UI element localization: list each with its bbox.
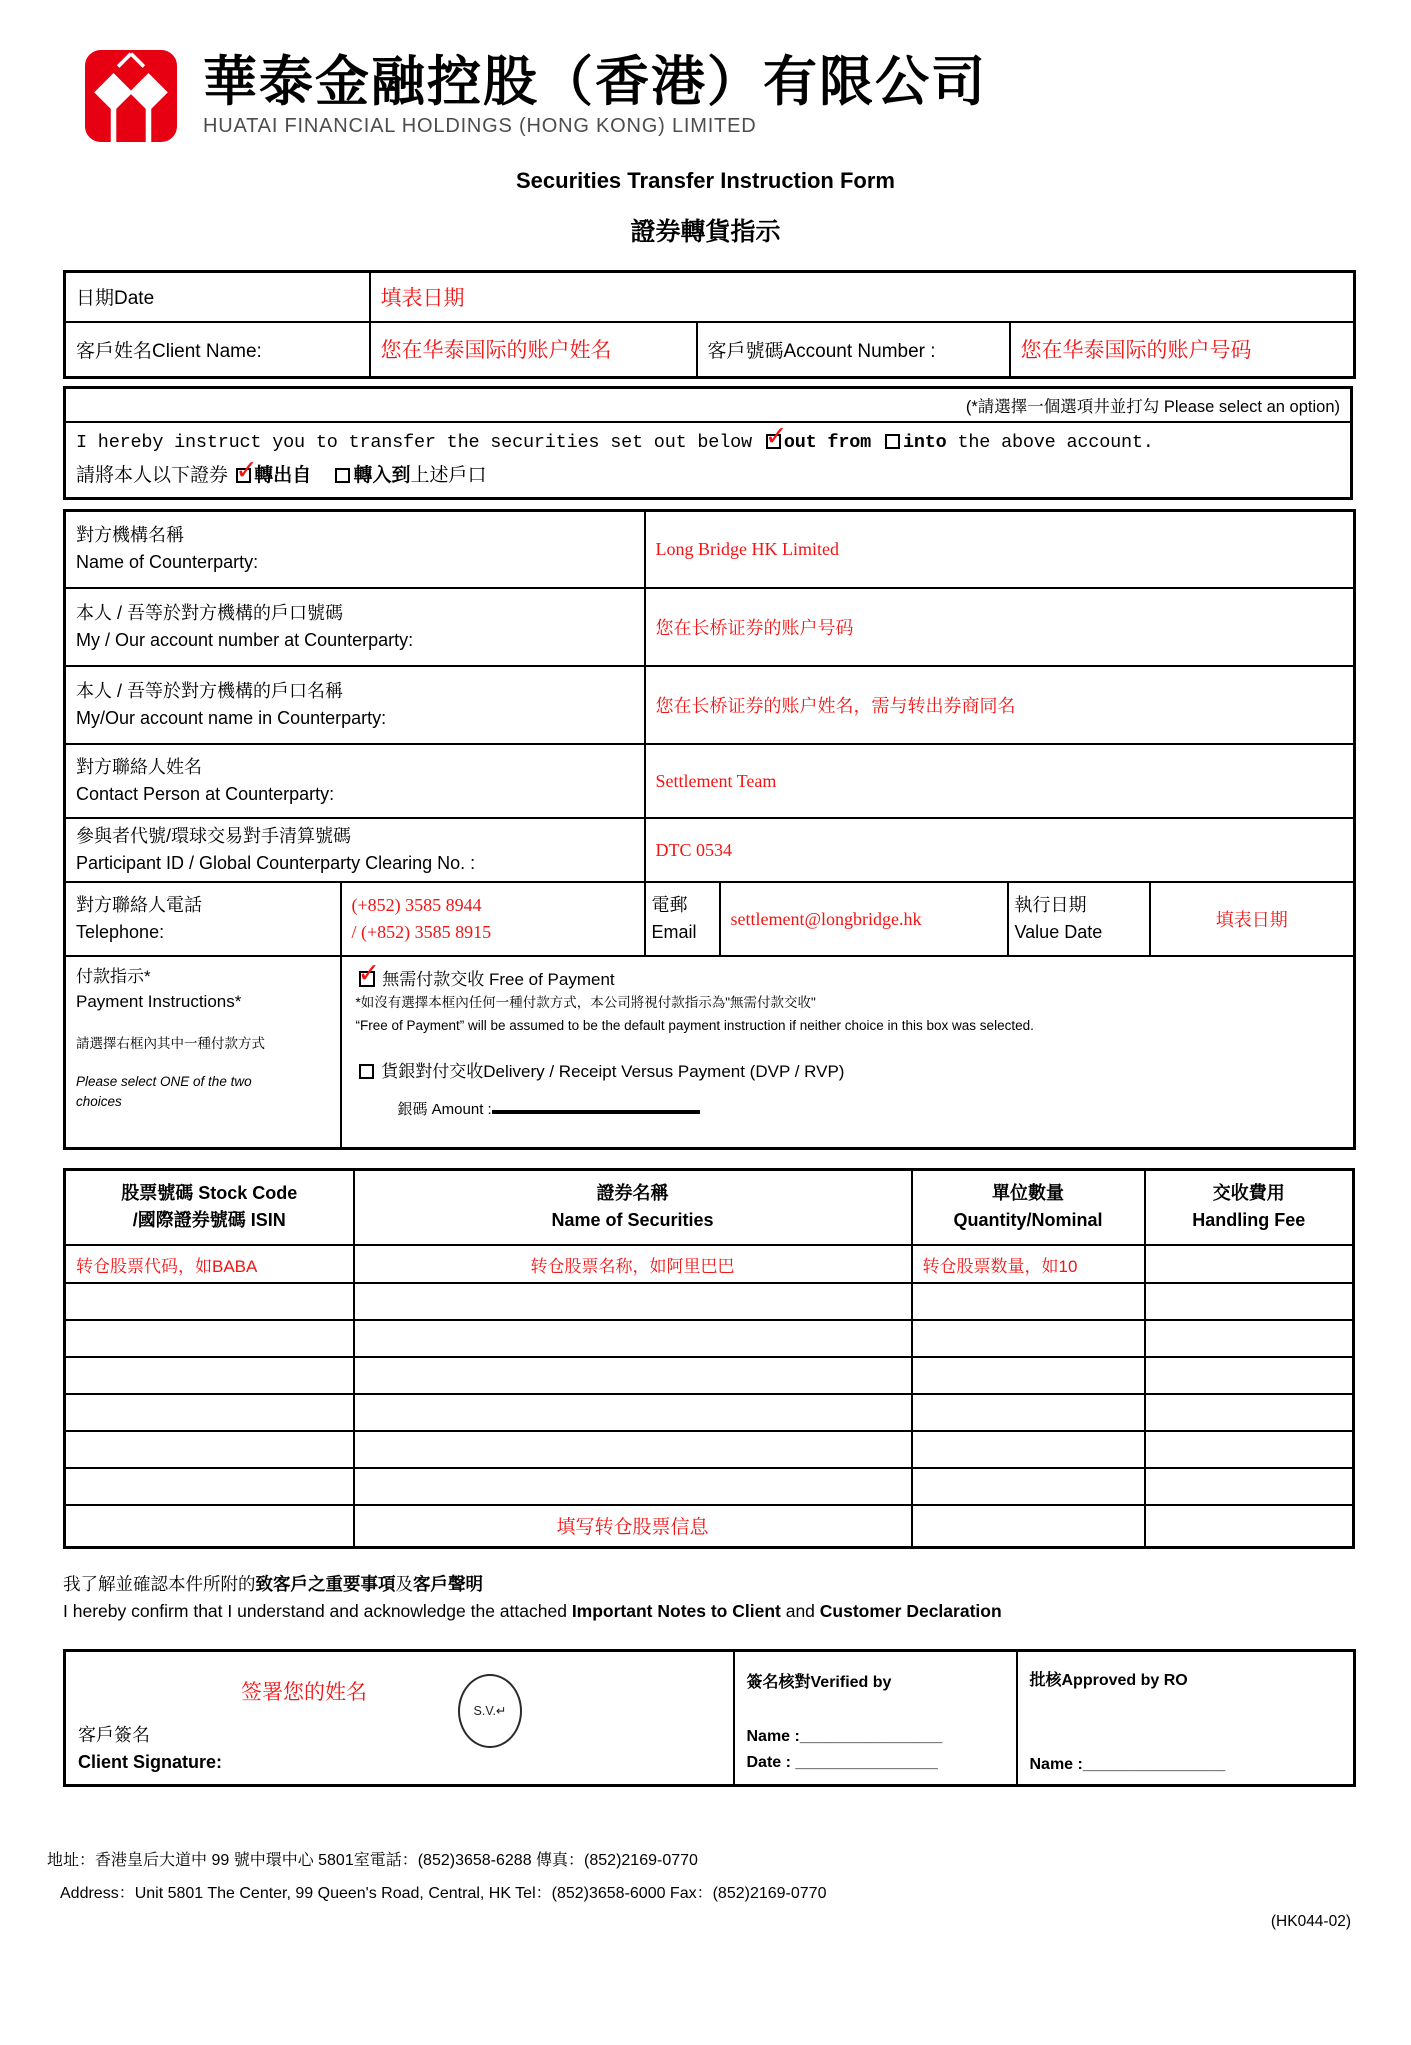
confirm-en-mid: and: [780, 1600, 820, 1621]
stock-empty-cell[interactable]: [354, 1357, 912, 1394]
into-checkbox[interactable]: [885, 434, 900, 449]
value-date-label-zh: 執行日期: [1014, 895, 1087, 915]
form-title-en: Securities Transfer Instruction Form: [516, 168, 895, 193]
client-signature-label-zh: 客戶簽名: [78, 1724, 150, 1745]
account-number-field[interactable]: 您在华泰国际的账户号码: [1010, 322, 1355, 378]
participant-id-field[interactable]: DTC 0534: [645, 818, 1355, 882]
amount-input-line[interactable]: [492, 1102, 700, 1114]
telephone-label-zh: 對方聯絡人電話: [76, 895, 202, 915]
stock-empty-cell[interactable]: [354, 1320, 912, 1357]
payment-label-en: Payment Instructions*: [76, 991, 242, 1011]
dvp-checkbox[interactable]: [359, 1064, 374, 1079]
free-of-payment-checkbox[interactable]: [359, 971, 375, 987]
stock-empty-cell[interactable]: [354, 1431, 912, 1468]
stock-empty-cell[interactable]: [912, 1468, 1145, 1505]
sv-stamp-circle: [458, 1674, 522, 1748]
counterparty-account-number-field[interactable]: 您在长桥证券的账户号码: [645, 588, 1355, 666]
confirm-zh-pre: 我了解並確認本件所附的: [63, 1573, 256, 1594]
approved-by-cell: [1017, 1650, 1355, 1785]
stock-empty-row: [65, 1320, 1354, 1357]
form-title-zh: 證券轉貨指示: [630, 218, 781, 246]
stock-empty-row: [65, 1283, 1354, 1320]
stock-empty-cell[interactable]: [65, 1394, 354, 1431]
stock-empty-cell[interactable]: [354, 1283, 912, 1320]
approved-by-name-field[interactable]: Name :________________: [1029, 1756, 1226, 1774]
email-label-zh: 電郵: [651, 895, 688, 915]
out-from-label: out from: [783, 432, 872, 454]
counterparty-name-label: [65, 510, 645, 588]
payment-choose-note-zh: 請選擇右框內其中一種付款方式: [76, 1036, 265, 1052]
stock-empty-cell[interactable]: [65, 1320, 354, 1357]
huatai-logo-icon: [85, 50, 177, 142]
stock-empty-cell[interactable]: [1145, 1431, 1354, 1468]
free-of-payment-label: 無需付款交收 Free of Payment: [382, 970, 615, 989]
col-header-qty-line1: 單位數量: [992, 1183, 1064, 1204]
contact-person-label-en: Contact Person at Counterparty:: [76, 784, 335, 804]
client-name-label: 客戶姓名Client Name:: [65, 322, 370, 378]
stock-empty-cell[interactable]: [354, 1394, 912, 1431]
col-header-name-line1: 證券名稱: [596, 1183, 669, 1204]
participant-id-label: [65, 818, 645, 882]
signature-hint[interactable]: 签署您的姓名: [241, 1680, 367, 1704]
amount-label: 銀碼 Amount :: [397, 1100, 492, 1118]
stock-empty-cell[interactable]: [1145, 1394, 1354, 1431]
stock-empty-row: [65, 1394, 1354, 1431]
counterparty-account-name-label-zh: 本人 / 吾等於對方機構的戶口名稱: [76, 681, 344, 701]
stock-footer-fee-cell[interactable]: [1145, 1505, 1354, 1547]
confirm-en-important-notes: Important Notes to Client: [571, 1600, 781, 1621]
verified-by-name-field[interactable]: Name :________________: [746, 1728, 943, 1746]
transfer-in-checkbox[interactable]: [335, 468, 350, 483]
confirm-en-pre: I hereby confirm that I understand and acknowledge the attached: [63, 1600, 572, 1621]
form-header: [85, 50, 1411, 142]
transfer-out-label: 轉出自: [254, 465, 312, 487]
counterparty-account-number-label: [65, 588, 645, 666]
out-from-checkbox[interactable]: [766, 434, 781, 449]
instruction-cell: [65, 422, 1352, 498]
brand-name-en: HUATAI FINANCIAL HOLDINGS (HONG KONG) LIMITED: [203, 115, 757, 138]
col-header-qty-line2: Quantity/Nominal: [953, 1210, 1103, 1231]
verified-by-cell: [734, 1650, 1017, 1785]
form-footer: [47, 1847, 1353, 1931]
stock-empty-row: [65, 1357, 1354, 1394]
stock-footer-qty-cell[interactable]: [912, 1505, 1145, 1547]
stock-empty-row: [65, 1468, 1354, 1505]
stock-empty-cell[interactable]: [65, 1468, 354, 1505]
value-date-label: [1008, 882, 1150, 956]
signature-table: [63, 1649, 1356, 1787]
stock-empty-cell[interactable]: [65, 1283, 354, 1320]
payment-note-zh: *如沒有選擇本框內任何一種付款方式，本公司將視付款指示為"無需付款交收": [355, 995, 816, 1010]
brand-name-zh: 華泰金融控股（香港）有限公司: [203, 51, 987, 112]
footer-address-en: Address：Unit 5801 The Center, 99 Queen's Road, Central, HK Tel：(852)3658-6000 Fax：(852)2169-0770: [60, 1884, 827, 1902]
stock-hint-row: [65, 1245, 1354, 1283]
stock-table-header-row: [65, 1169, 1354, 1245]
counterparty-account-name-label-en: My/Our account name in Counterparty:: [76, 708, 387, 728]
instruction-en-pre: I hereby instruct you to transfer the securities set out below: [76, 432, 763, 454]
email-field[interactable]: settlement@longbridge.hk: [720, 882, 1008, 956]
confirmation-line-en: [63, 1598, 1353, 1625]
telephone-field[interactable]: [341, 882, 645, 956]
stock-table-body: [65, 1169, 1354, 1547]
client-signature-label: [78, 1722, 222, 1776]
payment-choose-note-en: Please select ONE of the two choices: [76, 1073, 252, 1110]
counterparty-account-name-field[interactable]: 您在长桥证券的账户姓名，需与转出券商同名: [645, 666, 1355, 744]
instruction-line-zh: [76, 460, 1340, 487]
participant-id-label-zh: 參與者代號/環球交易對手清算號碼: [76, 826, 351, 846]
telephone-label-en: Telephone:: [76, 922, 165, 942]
participant-id-label-en: Participant ID / Global Counterparty Clearing No. :: [76, 853, 476, 873]
stock-empty-cell[interactable]: [1145, 1468, 1354, 1505]
col-header-fee-line2: Handling Fee: [1192, 1210, 1306, 1231]
sv-stamp-text: S.V.↵: [473, 1704, 507, 1719]
telephone-line2: / (+852) 3585 8915: [351, 922, 492, 942]
stock-empty-cell[interactable]: [65, 1431, 354, 1468]
confirm-zh-mid: 及: [395, 1573, 413, 1594]
stock-qty-hint-field[interactable]: 转仓股票数量，如10: [912, 1245, 1145, 1283]
verified-by-title: 簽名核對Verified by: [746, 1674, 892, 1692]
payment-note-en: “Free of Payment” will be assumed to be the default payment instruction if neither choice in this box was selected.: [355, 1018, 1034, 1034]
telephone-line1: (+852) 3585 8944: [351, 895, 482, 915]
stock-footer-code-cell[interactable]: [65, 1505, 354, 1547]
stock-empty-cell[interactable]: [1145, 1320, 1354, 1357]
counterparty-name-label-en: Name of Counterparty:: [76, 552, 259, 573]
stock-empty-cell[interactable]: [912, 1283, 1145, 1320]
instruction-line-en: [76, 432, 1340, 453]
stock-empty-cell[interactable]: [912, 1320, 1145, 1357]
securities-table: [63, 1168, 1355, 1549]
payment-label-zh: 付款指示*: [76, 967, 151, 986]
col-header-stock-code-line1: 股票號碼 Stock Code: [121, 1183, 298, 1204]
instruction-zh-post: 上述戶口: [410, 465, 487, 487]
stock-empty-cell[interactable]: [65, 1357, 354, 1394]
stock-empty-cell[interactable]: [1145, 1357, 1354, 1394]
stock-empty-cell[interactable]: [912, 1357, 1145, 1394]
col-header-name-of-securities: [354, 1169, 912, 1245]
col-header-quantity: [912, 1169, 1145, 1245]
select-option-note: (*請選擇一個選項井並打勾 Please select an option): [65, 388, 1352, 423]
instruction-table: [63, 386, 1353, 500]
value-date-label-en: Value Date: [1014, 922, 1103, 942]
col-header-name-line2: Name of Securities: [551, 1210, 714, 1231]
col-header-fee-line1: 交收費用: [1212, 1183, 1285, 1204]
confirm-en-declaration: Customer Declaration: [819, 1600, 1002, 1621]
into-label: into: [902, 432, 947, 454]
date-value-field[interactable]: 填表日期: [370, 272, 1355, 322]
counterparty-account-number-label-zh: 本人 / 吾等於對方機構的戶口號碼: [76, 603, 344, 623]
account-number-label: 客戶號碼Account Number :: [697, 322, 1010, 378]
counterparty-name-label-zh: 對方機構名稱: [76, 525, 184, 546]
stock-empty-cell[interactable]: [912, 1431, 1145, 1468]
client-signature-label-en: Client Signature:: [78, 1751, 223, 1772]
value-date-field[interactable]: 填表日期: [1150, 882, 1355, 956]
dvp-label: 貨銀對付交收Delivery / Receipt Versus Payment (DVP / RVP): [381, 1061, 845, 1081]
col-header-handling-fee: [1145, 1169, 1354, 1245]
stock-empty-cell[interactable]: [1145, 1283, 1354, 1320]
stock-empty-cell[interactable]: [912, 1394, 1145, 1431]
transfer-in-label: 轉入到: [353, 465, 411, 487]
dvp-row: [356, 1057, 1340, 1082]
counterparty-account-number-label-en: My / Our account number at Counterparty:: [76, 630, 414, 650]
email-label-en: Email: [651, 922, 697, 942]
contact-person-label-zh: 對方聯絡人姓名: [76, 757, 202, 777]
confirmation-line-zh: [63, 1571, 1353, 1598]
instruction-en-post: the above account.: [946, 432, 1154, 454]
contact-person-label: [65, 744, 645, 818]
telephone-label: [65, 882, 341, 956]
contact-person-field[interactable]: Settlement Team: [645, 744, 1355, 818]
brand-block: [203, 51, 987, 139]
payment-instructions-label: [65, 956, 341, 1148]
client-name-field[interactable]: 您在华泰国际的账户姓名: [370, 322, 697, 378]
stock-footer-row: [65, 1505, 1354, 1547]
stock-fill-info-hint[interactable]: 填写转仓股票信息: [354, 1505, 912, 1547]
confirmation-statement: [63, 1571, 1353, 1625]
col-header-stock-code-line2: /國際證券號碼 ISIN: [132, 1210, 286, 1231]
counterparty-name-field[interactable]: Long Bridge HK Limited: [645, 510, 1355, 588]
email-label: [645, 882, 720, 956]
counterparty-table: [63, 509, 1356, 1150]
date-label: 日期Date: [65, 272, 370, 322]
stock-empty-cell[interactable]: [354, 1468, 912, 1505]
stock-code-hint-field[interactable]: 转仓股票代码，如BABA: [65, 1245, 354, 1283]
approved-by-title: 批核Approved by RO: [1029, 1672, 1188, 1690]
transfer-out-checkbox[interactable]: [236, 468, 251, 483]
form-code: (HK044-02): [1270, 1912, 1351, 1930]
amount-row: [398, 1098, 1340, 1119]
client-signature-cell[interactable]: [65, 1650, 734, 1785]
verified-by-date-field[interactable]: Date : ________________: [746, 1754, 938, 1772]
free-of-payment-row: [356, 965, 1340, 990]
stock-fee-field[interactable]: [1145, 1245, 1354, 1283]
col-header-stock-code: [65, 1169, 354, 1245]
counterparty-account-name-label: [65, 666, 645, 744]
instruction-zh-pre: 請將本人以下證券: [76, 465, 229, 487]
confirm-zh-important-notes: 致客戶之重要事項: [255, 1573, 396, 1594]
footer-address-zh: 地址：香港皇后大道中 99 號中環中心 5801室電話：(852)3658-6288 傳真：(852)2169-0770: [47, 1851, 698, 1869]
confirm-zh-declaration: 客戶聲明: [413, 1573, 483, 1594]
stock-name-hint-field[interactable]: 转仓股票名称，如阿里巴巴: [354, 1245, 912, 1283]
stock-empty-row: [65, 1431, 1354, 1468]
payment-options-cell: [341, 956, 1355, 1148]
client-info-table: [63, 270, 1356, 379]
